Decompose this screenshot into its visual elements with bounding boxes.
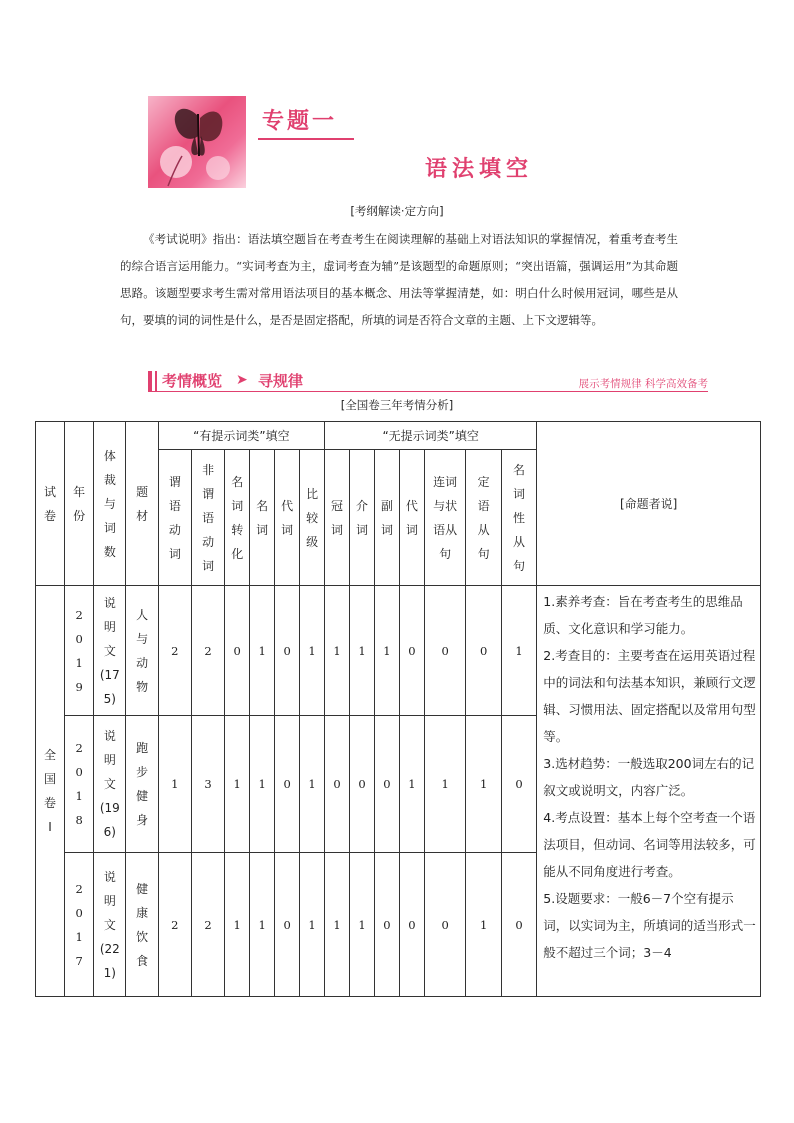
count-cell: 1	[250, 853, 275, 997]
topic-cell: 人 与 动 物	[126, 586, 158, 716]
topic-cell: 健 康 饮 食	[126, 853, 158, 997]
banner-right-label: 寻规律	[258, 372, 304, 390]
banner-bar-thin	[155, 371, 157, 391]
count-cell: 0	[399, 586, 424, 716]
count-cell: 1	[250, 586, 275, 716]
exam-analysis-table	[35, 421, 761, 997]
genre-cell: 说 明 文 (22 1)	[94, 853, 126, 997]
count-cell: 0	[325, 716, 350, 853]
count-cell: 1	[350, 586, 375, 716]
butterfly-icon	[148, 96, 246, 188]
count-cell: 0	[275, 716, 300, 853]
count-cell: 1	[424, 716, 466, 853]
banner-underline	[148, 391, 708, 392]
count-cell: 1	[501, 586, 536, 716]
count-cell: 1	[325, 853, 350, 997]
count-cell: 1	[350, 853, 375, 997]
count-cell: 0	[424, 853, 466, 997]
header-hint-col: 比 较 级	[300, 450, 325, 586]
year-cell: 2 0 1 9	[65, 586, 94, 716]
count-cell: 0	[424, 586, 466, 716]
header-hint-col: 谓 语 动 词	[158, 450, 191, 586]
count-cell: 1	[225, 853, 250, 997]
header-nohint-col: 连词 与状 语从 句	[424, 450, 466, 586]
count-cell: 0	[501, 716, 536, 853]
year-cell: 2 0 1 7	[65, 853, 94, 997]
topic-cell: 跑 步 健 身	[126, 716, 158, 853]
count-cell: 1	[250, 716, 275, 853]
genre-cell: 说 明 文 (17 5)	[94, 586, 126, 716]
intro-paragraph	[120, 226, 678, 334]
count-cell: 1	[325, 586, 350, 716]
count-cell: 0	[399, 853, 424, 997]
banner-tagline: 展示考情规律 科学高效备考	[578, 378, 708, 390]
count-cell: 0	[501, 853, 536, 997]
arrow-right-icon: ➤	[236, 372, 248, 388]
count-cell: 1	[466, 853, 501, 997]
header-nohint-col: 定 语 从 句	[466, 450, 501, 586]
count-cell: 1	[225, 716, 250, 853]
count-cell: 0	[350, 716, 375, 853]
count-cell: 0	[275, 853, 300, 997]
count-cell: 3	[191, 716, 224, 853]
paper-cell: 全 国 卷 Ⅰ	[36, 586, 65, 997]
header-group-nohint: “无提示词类”填空	[325, 422, 537, 450]
topic-label: 专题一	[262, 109, 338, 134]
count-cell: 1	[158, 716, 191, 853]
header-nohint-col: 介 词	[350, 450, 375, 586]
intro-text: 《考试说明》指出：语法填空题旨在考查考生在阅读理解的基础上对语法知识的掌握情况，着重考查考生的综合语言运用能力。“实词考查为主，虚词考查为辅”是该题型的命题原则；“突出语篇，强调运用”为其命题思路。该题型要求考生需对常用语法项目的基本概念、用法等掌握清楚，如：明白什么时候用冠词，哪些是从句，要填的词的词性是什么，是否是固定搭配，所填的词是否符合文章的主题、上下文逻辑等。	[120, 232, 678, 327]
count-cell: 2	[191, 853, 224, 997]
header-genre: 体 裁 与 词 数	[94, 422, 126, 586]
header-note: [命题者说]	[537, 422, 761, 586]
year-cell: 2 0 1 8	[65, 716, 94, 853]
count-cell: 1	[466, 716, 501, 853]
count-cell: 1	[300, 716, 325, 853]
header-hint-col: 名 词	[250, 450, 275, 586]
header-nohint-col: 副 词	[374, 450, 399, 586]
header-hint-col: 非 谓 语 动 词	[191, 450, 224, 586]
count-cell: 2	[158, 586, 191, 716]
section-banner	[148, 370, 708, 392]
table-row	[36, 586, 761, 716]
count-cell: 0	[374, 716, 399, 853]
count-cell: 2	[158, 853, 191, 997]
header-nohint-col: 冠 词	[325, 450, 350, 586]
count-cell: 0	[275, 586, 300, 716]
header-nohint-col: 代 词	[399, 450, 424, 586]
banner-bar	[148, 371, 152, 391]
count-cell: 0	[466, 586, 501, 716]
header-group-hint: “有提示词类”填空	[158, 422, 324, 450]
banner-left-label: 考情概览	[162, 372, 223, 390]
examiner-note: 1.素养考查：旨在考查考生的思维品质、文化意识和学习能力。 2.考查目的：主要考查在运用英语过程中的词法和句法基本知识，兼顾行文逻辑、习惯用法、固定搭配以及常用句型等。 3.选材趋势：一般选取200词左右的记叙文或说明文，内容广泛。 4.考点设置：基本上每个空考查一个语法项目，但动词、名词等用法较多，可能从不同角度进行考查。 5.设题要求：一般6－7个空有提示词，以实词为主，所填词的适当形式一般不超过三个词；3－4	[537, 586, 761, 997]
header-year: 年 份	[65, 422, 94, 586]
table-caption: [全国卷三年考情分析]	[340, 398, 454, 412]
page-title: 语法填空	[425, 157, 534, 182]
topic-underline	[258, 138, 354, 140]
count-cell: 1	[300, 853, 325, 997]
header-nohint-col: 名 词 性 从 句	[501, 450, 536, 586]
count-cell: 1	[399, 716, 424, 853]
butterfly-logo	[148, 96, 246, 188]
header-topic: 题 材	[126, 422, 158, 586]
header-hint-col: 代 词	[275, 450, 300, 586]
count-cell: 2	[191, 586, 224, 716]
count-cell: 1	[374, 586, 399, 716]
section-subtitle: [考纲解读·定方向]	[350, 204, 444, 218]
count-cell: 0	[374, 853, 399, 997]
header-paper: 试 卷	[36, 422, 65, 586]
count-cell: 0	[225, 586, 250, 716]
header-hint-col: 名 词 转 化	[225, 450, 250, 586]
genre-cell: 说 明 文 (19 6)	[94, 716, 126, 853]
count-cell: 1	[300, 586, 325, 716]
